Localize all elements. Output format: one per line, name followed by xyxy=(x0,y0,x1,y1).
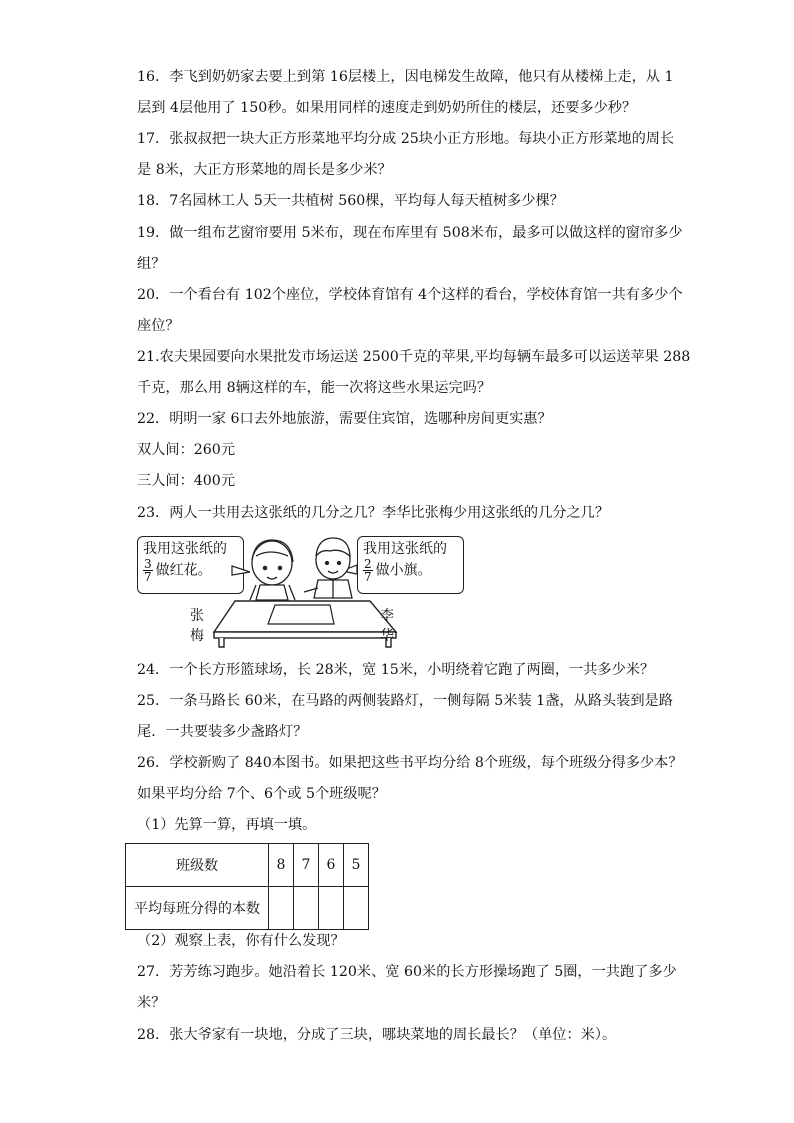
books-per-class-table xyxy=(125,843,369,930)
question-text-line: 27．芳芳练习跑步。她沿着长 120米、宽 60米的长方形操场跑了 5圈，一共跑了多少 xyxy=(137,964,677,980)
question-text-line: 双人间：260元 xyxy=(137,442,236,458)
fraction-numerator: 2 xyxy=(364,557,372,571)
question-text-line: 26．学校新购了 840本图书。如果把这些书平均分给 8个班级，每个班级分得多少本？ xyxy=(137,755,683,771)
question-text-line: 米？ xyxy=(137,995,166,1011)
bubble-text: 做小旗。 xyxy=(375,562,432,579)
bubble-tail xyxy=(232,566,250,575)
table-row-books xyxy=(126,887,369,930)
question-text-line: 18．7名园林工人 5天一共植树 560棵，平均每人每天植树多少棵？ xyxy=(137,193,564,209)
question-text-line: 22．明明一家 6口去外地旅游，需要住宾馆，选哪种房间更实惠？ xyxy=(137,411,552,427)
fraction-denominator: 7 xyxy=(364,570,372,584)
table-cell-class: 8 xyxy=(269,844,294,887)
question-text-line: 三人间：400元 xyxy=(137,473,236,489)
table-cell-class: 7 xyxy=(294,844,319,887)
question-text-line: 千克，那么用 8辆这样的车，能一次将这些水果运完吗？ xyxy=(137,380,492,396)
question-text-line: 尾．一共要装多少盏路灯？ xyxy=(137,724,308,740)
question-text-line: 23．两人一共用去这张纸的几分之几？李华比张梅少用这张纸的几分之几？ xyxy=(137,505,610,521)
bubble-text: 我用这张纸的 xyxy=(143,541,227,557)
table-row-classes xyxy=(126,844,369,887)
bubble-text: 做红花。 xyxy=(155,562,212,579)
question-text-line: 19．做一组布艺窗帘要用 5米布，现在布库里有 508米布，最多可以做这样的窗帘多少 xyxy=(137,225,683,241)
table-answer-cell[interactable] xyxy=(294,887,319,930)
table-drawing xyxy=(214,601,396,647)
question-text-line: 25．一条马路长 60米，在马路的两侧装路灯，一侧每隔 5米装 1盏，从路头装到是路 xyxy=(137,693,673,709)
question-text-line: （2）观察上表，你有什么发现？ xyxy=(137,933,345,949)
question-text-line: 20．一个看台有 102个座位，学校体育馆有 4个这样的看台，学校体育馆一共有多少个 xyxy=(137,287,683,303)
label-zhangmei: 张梅 xyxy=(190,608,204,644)
question-text-line: 17．张叔叔把一块大正方形菜地平均分成 25块小正方形地。每块小正方形菜地的周长 xyxy=(137,131,675,147)
girl-figure xyxy=(250,540,295,600)
boy-figure xyxy=(304,538,352,598)
fraction-numerator: 3 xyxy=(144,557,152,571)
table-answer-cell[interactable] xyxy=(344,887,369,930)
question-text-line: 16．李飞到奶奶家去要上到第 16层楼上，因电梯发生故障，他只有从楼梯上走，从 1 xyxy=(137,69,674,85)
table-row-label: 平均每班分得的本数 xyxy=(126,887,269,930)
question-text-line: 24．一个长方形篮球场，长 28米，宽 15米，小明绕着它跑了两圈，一共多少米？ xyxy=(137,662,655,678)
table-header-label: 班级数 xyxy=(126,844,269,887)
question-text-line: 层到 4层他用了 150秒。如果用同样的速度走到奶奶所住的楼层，还要多少秒？ xyxy=(137,100,637,116)
question-text-line: 21.农夫果园要向水果批发市场运送 2500千克的苹果,平均每辆车最多可以运送苹果 288 xyxy=(137,349,691,365)
table-answer-cell[interactable] xyxy=(319,887,344,930)
table-cell-class: 6 xyxy=(319,844,344,887)
label-lihua: 李华 xyxy=(380,608,394,644)
table-cell-class: 5 xyxy=(344,844,369,887)
question-text-line: 是 8米，大正方形菜地的周长是多少米？ xyxy=(137,162,392,178)
question-text-line: 28．张大爷家有一块地，分成了三块，哪块菜地的周长最长？（单位：米）。 xyxy=(137,1027,617,1043)
table-answer-cell[interactable] xyxy=(269,887,294,930)
question-text-line: （1）先算一算，再填一填。 xyxy=(137,817,317,833)
bubble-text: 我用这张纸的 xyxy=(363,541,447,557)
question-text-line: 座位？ xyxy=(137,318,180,334)
fraction-denominator: 7 xyxy=(144,570,152,584)
question-text-line: 如果平均分给 7个、6个或 5个班级呢？ xyxy=(137,786,386,802)
question-text-line: 组？ xyxy=(137,256,166,272)
